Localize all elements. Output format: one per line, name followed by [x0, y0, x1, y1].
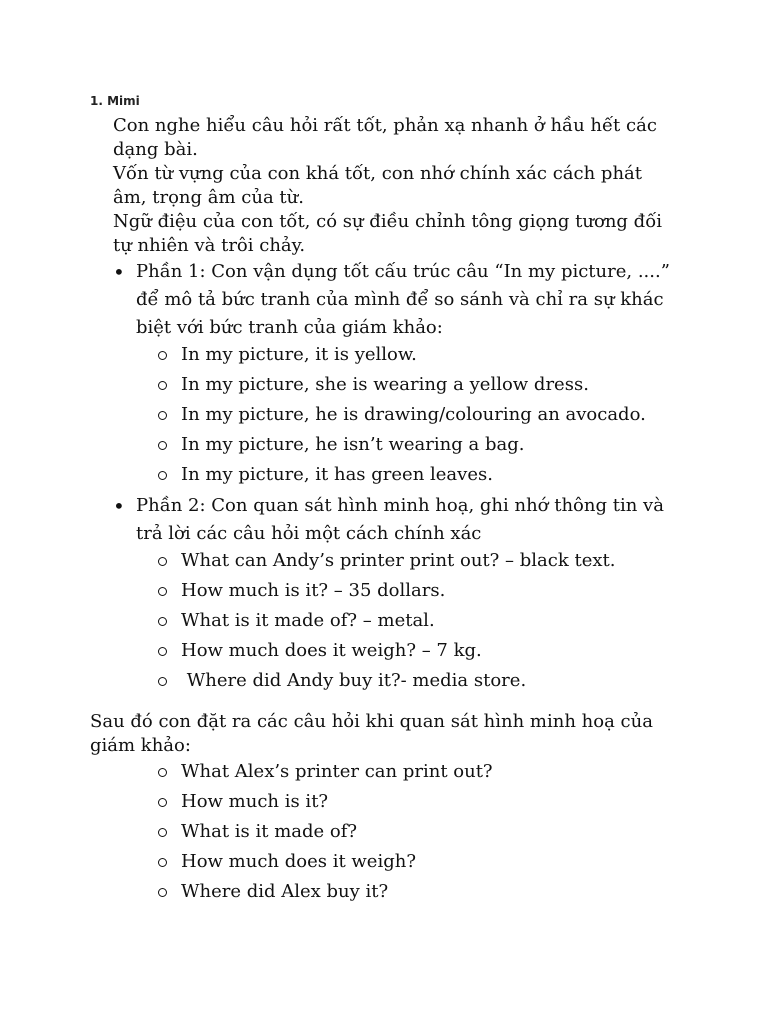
- circle-bullet-icon: [158, 471, 167, 480]
- part1-text: Phần 1: Con vận dụng tốt cấu trúc câu “In my picture, ....” để mô tả bức tranh của mình để so sánh và chỉ ra sự khác biệt với bức tranh của giám khảo:: [136, 261, 670, 338]
- part1-examples: [158, 340, 698, 490]
- intro-listening: Con nghe hiểu câu hỏi rất tốt, phản xạ nhanh ở hầu hết các dạng bài.: [113, 115, 657, 160]
- part1-bullet: [113, 258, 683, 342]
- part2-bullet: [113, 492, 683, 548]
- circle-bullet-icon: [158, 587, 167, 596]
- list-item: How much does it weigh? – 7 kg.: [158, 636, 698, 666]
- circle-bullet-icon: [158, 441, 167, 450]
- circle-bullet-icon: [158, 828, 167, 837]
- list-item: In my picture, he isn’t wearing a bag.: [158, 430, 698, 460]
- bullet-icon: •: [113, 260, 125, 284]
- intro-paragraphs: [113, 114, 673, 258]
- intro-intonation: Ngữ điệu của con tốt, có sự điều chỉnh tông giọng tương đối tự nhiên và trôi chảy.: [113, 211, 662, 256]
- circle-bullet-icon: [158, 557, 167, 566]
- list-item: In my picture, it is yellow.: [158, 340, 698, 370]
- student-heading: 1. Mimi: [90, 94, 140, 108]
- circle-bullet-icon: [158, 798, 167, 807]
- list-item: What is it made of?: [158, 817, 698, 847]
- list-item: Where did Alex buy it?: [158, 877, 698, 907]
- circle-bullet-icon: [158, 381, 167, 390]
- list-item: What Alex’s printer can print out?: [158, 757, 698, 787]
- list-item: In my picture, she is wearing a yellow dress.: [158, 370, 698, 400]
- circle-bullet-icon: [158, 647, 167, 656]
- circle-bullet-icon: [158, 677, 167, 686]
- circle-bullet-icon: [158, 617, 167, 626]
- list-item: How much does it weigh?: [158, 847, 698, 877]
- list-item: Where did Andy buy it?- media store.: [158, 666, 698, 696]
- bullet-icon: •: [113, 494, 125, 518]
- part2-text: Phần 2: Con quan sát hình minh hoạ, ghi nhớ thông tin và trả lời các câu hỏi một cách chính xác: [136, 495, 664, 544]
- circle-bullet-icon: [158, 351, 167, 360]
- closing-paragraph: Sau đó con đặt ra các câu hỏi khi quan sát hình minh hoạ của giám khảo:: [90, 711, 653, 756]
- intro-vocabulary: Vốn từ vựng của con khá tốt, con nhớ chính xác cách phát âm, trọng âm của từ.: [113, 163, 642, 208]
- part2-answers: [158, 546, 698, 696]
- circle-bullet-icon: [158, 858, 167, 867]
- list-item: How much is it?: [158, 787, 698, 817]
- circle-bullet-icon: [158, 768, 167, 777]
- circle-bullet-icon: [158, 411, 167, 420]
- list-item: In my picture, he is drawing/colouring an avocado.: [158, 400, 698, 430]
- circle-bullet-icon: [158, 888, 167, 897]
- closing-questions: [158, 757, 698, 907]
- list-item: What is it made of? – metal.: [158, 606, 698, 636]
- list-item: What can Andy’s printer print out? – black text.: [158, 546, 698, 576]
- list-item: In my picture, it has green leaves.: [158, 460, 698, 490]
- list-item: How much is it? – 35 dollars.: [158, 576, 698, 606]
